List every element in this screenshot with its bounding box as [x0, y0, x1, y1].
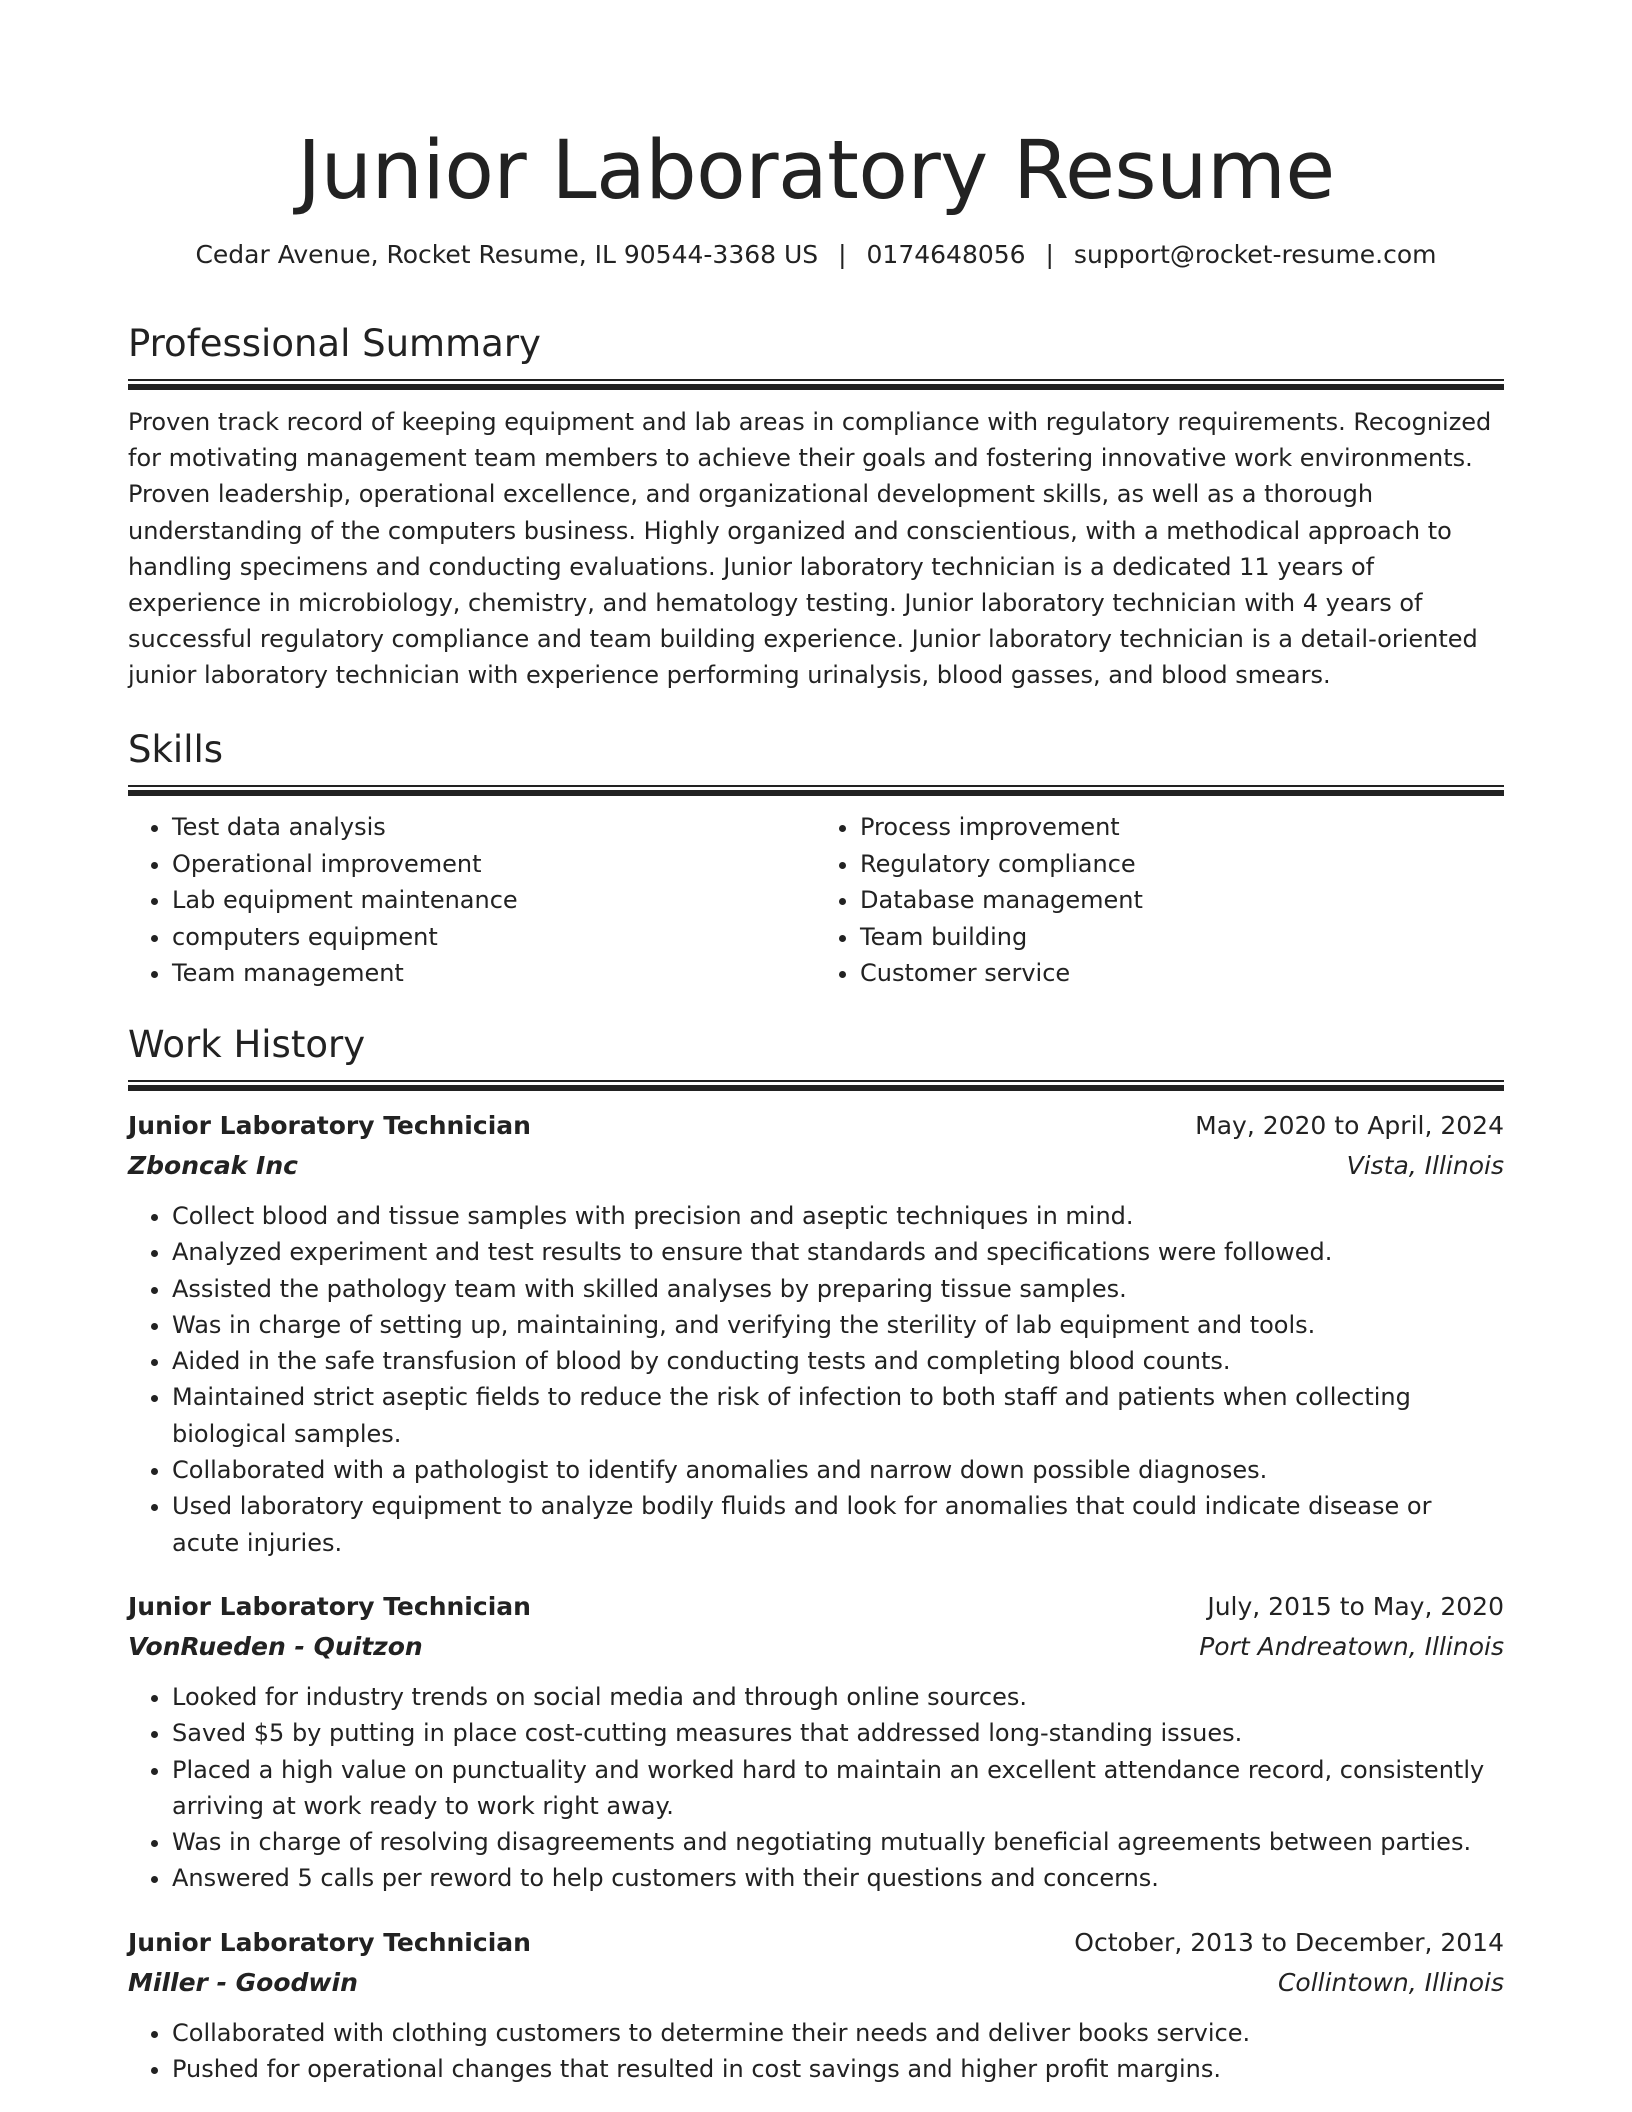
- job-company: Miller - Goodwin: [128, 1967, 358, 1997]
- job-bullet: • Assisted the pathology team with skilled analyses by preparing tissue samples.: [172, 1271, 1504, 1307]
- job-entry: [128, 1106, 1504, 1561]
- job-bullet: • Collaborated with a pathologist to identify anomalies and narrow down possible diagnoses.: [172, 1452, 1504, 1488]
- job-bullet: • Maintained strict aseptic fields to reduce the risk of infection to both staff and patients when collecting biological samples.: [172, 1379, 1504, 1452]
- skills-list-right: [816, 809, 1504, 992]
- work-history-section: [128, 1022, 1504, 2087]
- skill-item: • Process improvement: [860, 809, 1504, 846]
- job-bullet: • Saved $5 by putting in place cost-cutting measures that addressed long-standing issues.: [172, 1715, 1504, 1751]
- resume-title: Junior Laboratory Resume: [297, 124, 1335, 218]
- job-location: Vista, Illinois: [1346, 1151, 1504, 1180]
- job-title: Junior Laboratory Technician: [128, 1927, 531, 1957]
- job-entry: [128, 1587, 1504, 1897]
- skills-section: [128, 727, 1504, 992]
- contact-address: Cedar Avenue, Rocket Resume, IL 90544-3368 US: [195, 240, 819, 269]
- skill-item: • Lab equipment maintenance: [172, 882, 816, 919]
- skill-item: • Operational improvement: [172, 846, 816, 883]
- summary-text: Proven track record of keeping equipment and lab areas in compliance with regulatory requirements. Recognized for motivating management team members to achieve their goals and fostering innovative work environments. Proven leadership, operational excellence, and organizational development skills, as well as a thorough understanding of the computers business. Highly organized and conscientious, with a methodical approach to handling specimens and conducting evaluations. Junior laboratory technician is a dedicated 11 years of experience in microbiology, chemistry, and hematology testing. Junior laboratory technician with 4 years of successful regulatory compliance and team building experience. Junior laboratory technician is a detail-oriented junior laboratory technician with experience performing urinalysis, blood gasses, and blood smears.: [128, 408, 1492, 690]
- section-divider: [128, 379, 1504, 391]
- contact-line: [128, 238, 1504, 272]
- job-subheader: [128, 1146, 1504, 1186]
- job-bullet: • Collect blood and tissue samples with precision and aseptic techniques in mind.: [172, 1198, 1504, 1234]
- job-bullet: • Answered 5 calls per reword to help customers with their questions and concerns.: [172, 1860, 1504, 1896]
- job-company: Zboncak Inc: [128, 1151, 298, 1180]
- section-heading: Professional Summary: [128, 322, 541, 365]
- job-bullet: • Placed a high value on punctuality and worked hard to maintain an excellent attendance record, consistently arriving at work ready to work right away.: [172, 1752, 1504, 1825]
- contact-separator: |: [838, 240, 847, 269]
- skill-item: • Test data analysis: [172, 809, 816, 846]
- job-location: Collintown, Illinois: [1277, 1967, 1504, 1997]
- job-dates: July, 2015 to May, 2020: [1207, 1591, 1504, 1621]
- job-header: [128, 1923, 1504, 1963]
- job-subheader: [128, 1627, 1504, 1667]
- job-bullet: • Was in charge of resolving disagreements and negotiating mutually beneficial agreements between parties.: [172, 1824, 1504, 1860]
- job-bullet: • Aided in the safe transfusion of blood by conducting tests and completing blood counts.: [172, 1343, 1504, 1379]
- job-bullet: • Analyzed experiment and test results to ensure that standards and specifications were followed.: [172, 1234, 1504, 1270]
- section-divider: [128, 785, 1504, 797]
- contact-phone: 0174648056: [866, 240, 1026, 269]
- skill-item: • Regulatory compliance: [860, 846, 1504, 883]
- contact-email: support@rocket-resume.com: [1073, 240, 1437, 269]
- job-header: [128, 1587, 1504, 1627]
- skill-item: • Customer service: [860, 955, 1504, 992]
- skills-columns: [128, 809, 1504, 992]
- job-bullet: • Collaborated with clothing customers to determine their needs and deliver books service.: [172, 2015, 1504, 2051]
- job-bullets: [128, 1679, 1504, 1897]
- job-dates: October, 2013 to December, 2014: [1074, 1927, 1504, 1957]
- job-bullet: • Was in charge of setting up, maintaining, and verifying the sterility of lab equipment and tools.: [172, 1307, 1504, 1343]
- job-company: VonRueden - Quitzon: [128, 1631, 423, 1661]
- section-divider: [128, 1080, 1504, 1092]
- job-bullet: • Looked for industry trends on social media and through online sources.: [172, 1679, 1504, 1715]
- section-heading: Skills: [128, 728, 224, 771]
- skill-item: • Team building: [860, 919, 1504, 956]
- skill-item: • Database management: [860, 882, 1504, 919]
- job-bullet: • Used laboratory equipment to analyze bodily fluids and look for anomalies that could indicate disease or acute injuries.: [172, 1488, 1504, 1561]
- job-subheader: [128, 1963, 1504, 2003]
- job-bullets: [128, 1198, 1504, 1561]
- job-entry: [128, 1923, 1504, 2088]
- job-title: Junior Laboratory Technician: [128, 1111, 531, 1140]
- skill-item: • computers equipment: [172, 919, 816, 956]
- job-header: [128, 1106, 1504, 1146]
- skills-list-left: [128, 809, 816, 992]
- contact-separator: |: [1045, 240, 1054, 269]
- job-dates: May, 2020 to April, 2024: [1195, 1111, 1504, 1140]
- job-location: Port Andreatown, Illinois: [1199, 1631, 1504, 1661]
- skill-item: • Team management: [172, 955, 816, 992]
- job-bullet: • Pushed for operational changes that resulted in cost savings and higher profit margins.: [172, 2051, 1504, 2087]
- professional-summary-section: [128, 321, 1504, 694]
- job-bullets: [128, 2015, 1504, 2088]
- section-heading: Work History: [128, 1023, 366, 1066]
- job-title: Junior Laboratory Technician: [128, 1591, 531, 1621]
